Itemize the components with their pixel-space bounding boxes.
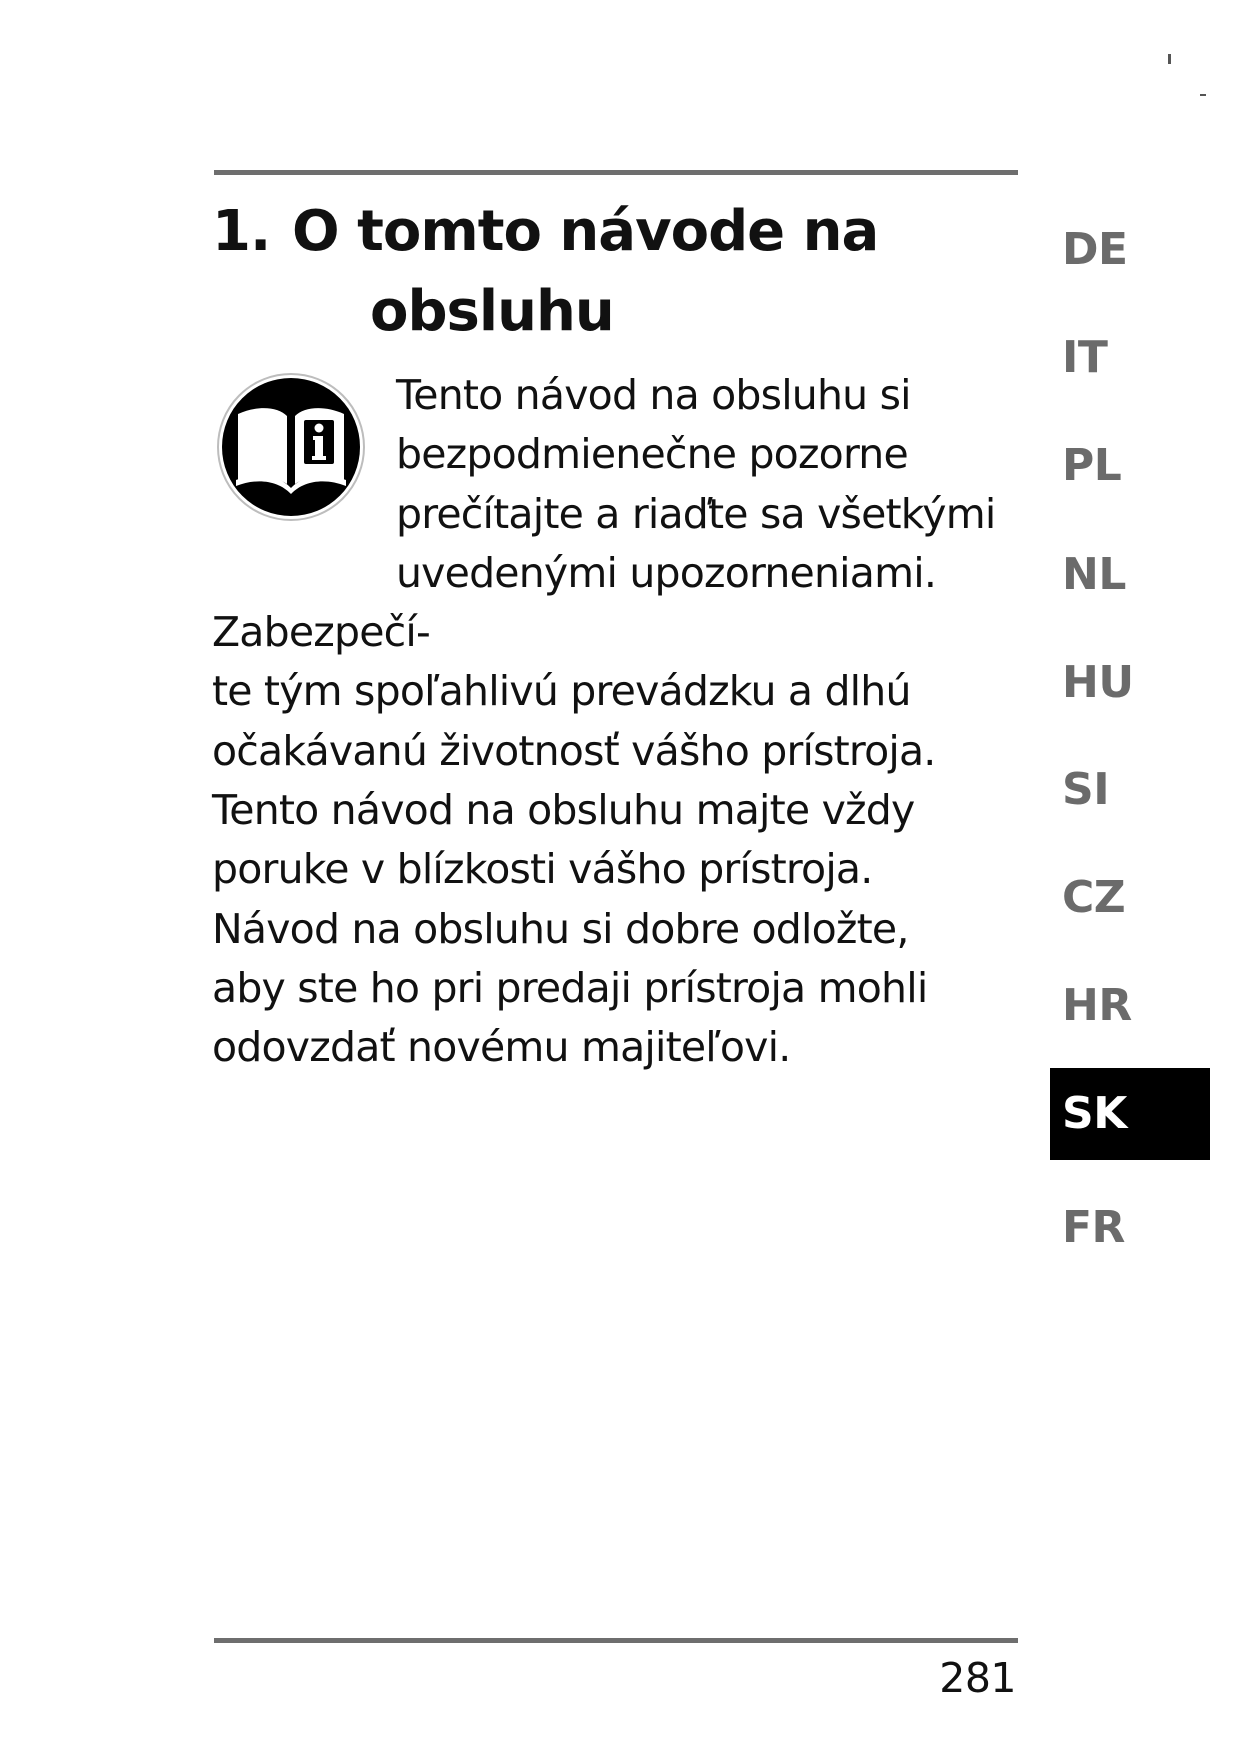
- paragraph-line: očakávanú životnosť vášho prístroja.: [212, 726, 936, 775]
- paragraph-line: odovzdať novému majiteľovi.: [212, 1023, 791, 1072]
- section-title-line1: O tomto návode na: [292, 199, 879, 264]
- language-tab-hu[interactable]: HU: [1062, 657, 1134, 708]
- paragraph-line: poruke v blízkosti vášho prístroja.: [212, 845, 873, 894]
- language-tab-fr[interactable]: FR: [1062, 1202, 1125, 1253]
- language-tab-pl[interactable]: PL: [1062, 440, 1122, 491]
- paragraph-line: Návod na obsluhu si dobre odložte,: [212, 904, 909, 953]
- section-title-line2: obsluhu: [370, 279, 614, 344]
- language-tab-nl[interactable]: NL: [1062, 549, 1126, 600]
- paragraph-line: prečítajte a riaďte sa všetkými: [396, 489, 996, 538]
- crop-mark: [1200, 94, 1206, 96]
- language-tab-si[interactable]: SI: [1062, 764, 1110, 815]
- section-number: 1.: [212, 199, 271, 264]
- paragraph-line: te tým spoľahlivú prevádzku a dlhú: [212, 667, 911, 716]
- language-tab-de[interactable]: DE: [1062, 224, 1128, 275]
- paragraph-line: aby ste ho pri predaji prístroja mohli: [212, 963, 928, 1012]
- bottom-rule: [214, 1638, 1018, 1643]
- language-tab-hr[interactable]: HR: [1062, 980, 1132, 1031]
- paragraph-line: uvedenými upozorneniami. Zabezpečí-: [212, 548, 937, 657]
- crop-mark: [1168, 54, 1171, 64]
- language-tab-sk-active[interactable]: SK: [1050, 1068, 1210, 1160]
- paragraph-line: Tento návod na obsluhu si: [396, 371, 911, 419]
- section-heading: [212, 192, 878, 352]
- page-number: 281: [939, 1654, 1016, 1702]
- language-tab-it[interactable]: IT: [1062, 332, 1108, 383]
- language-tab-cz[interactable]: CZ: [1062, 872, 1126, 923]
- paragraph-line: bezpodmienečne pozorne: [396, 430, 908, 479]
- intro-paragraph: [212, 366, 1018, 1078]
- top-rule: [214, 170, 1018, 175]
- paragraph-line: Tento návod na obsluhu majte vždy: [212, 786, 915, 835]
